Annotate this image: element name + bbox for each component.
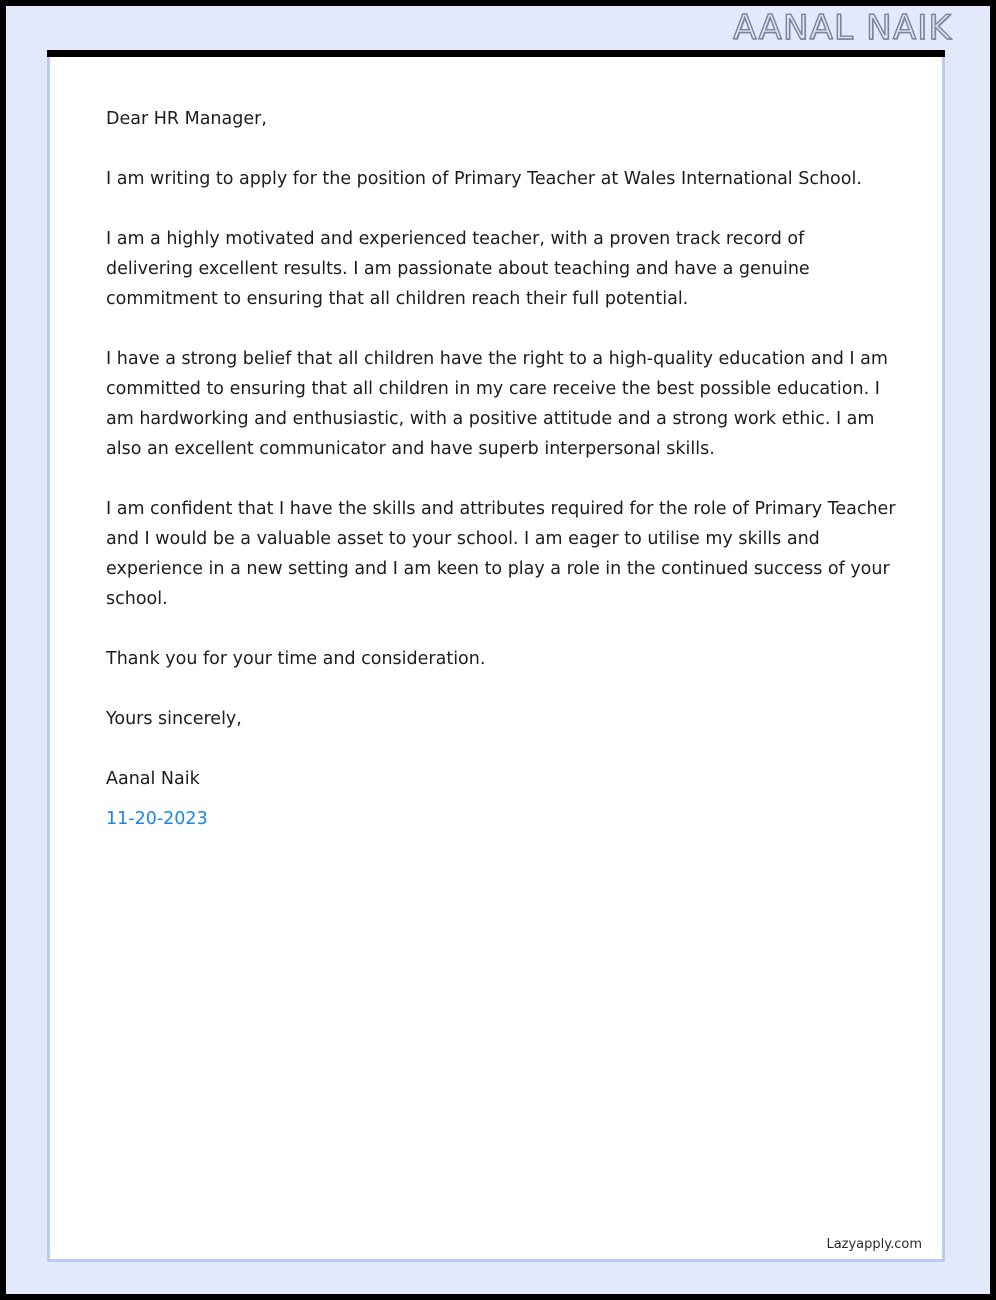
letter-paragraph-2: I am a highly motivated and experienced teacher, with a proven track record of delivering excellent results. I am passionate about teaching and have a genuine commitment to ensuring that all children reach their full potential.	[106, 229, 810, 309]
letter-body	[106, 104, 896, 834]
letter-paragraph-5: Thank you for your time and consideration.	[106, 649, 486, 669]
letter-paragraph-4: I am confident that I have the skills and attributes required for the role of Primary Teacher and I would be a valuable asset to your school. I am eager to utilise my skills and experience in a new setting and I am keen to play a role in the continued success of your school.	[106, 499, 896, 609]
letter-salutation: Dear HR Manager,	[106, 109, 267, 129]
document-header	[6, 6, 990, 50]
letter-card	[47, 57, 945, 1262]
letter-paragraph-1: I am writing to apply for the position of Primary Teacher at Wales International School.	[106, 169, 862, 189]
footer-branding: Lazyapply.com	[826, 1237, 922, 1252]
letter-date: 11-20-2023	[106, 809, 208, 829]
page-title: AANAL NAIK	[733, 8, 952, 48]
letter-closing: Yours sincerely,	[106, 709, 242, 729]
signature-name: Aanal Naik	[106, 769, 200, 789]
letter-paragraph-3: I have a strong belief that all children have the right to a high-quality education and I am committed to ensuring that all children in my care receive the best possible education. I am hardworking and enthusiastic, with a positive attitude and a strong work ethic. I am also an excellent communicator and have superb interpersonal skills.	[106, 349, 888, 459]
header-divider-rule	[47, 50, 945, 57]
